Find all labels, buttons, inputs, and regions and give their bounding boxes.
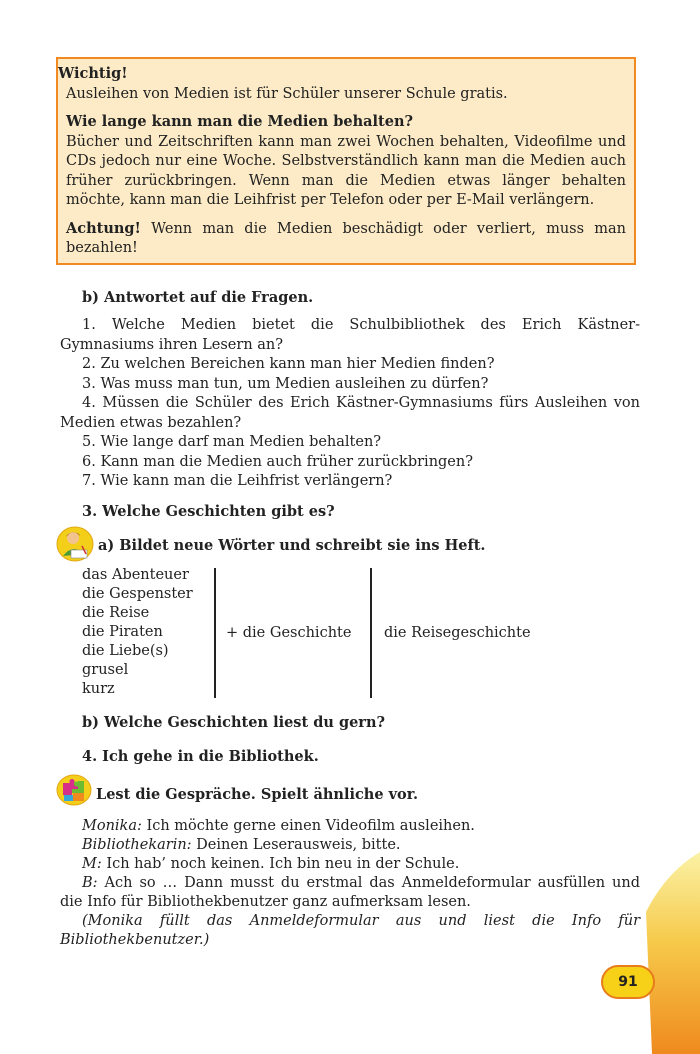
word-item: die Liebe(s) — [82, 643, 169, 659]
word-column — [82, 566, 193, 699]
question-3: 3. Was muss man tun, um Medien ausleihen zu dürfen? — [82, 375, 489, 392]
utterance: Ich hab’ noch keinen. Ich bin neu in der Schule. — [101, 856, 460, 872]
attention-paragraph — [58, 219, 626, 259]
info-box — [56, 57, 636, 265]
question-4: 4. Müssen die Schüler des Erich Kästner-Gymnasiums fürs Ausleihen von Medien etwas bezahlen? — [60, 395, 640, 431]
task-3a — [98, 536, 656, 556]
task-4-instruction: Lest die Gespräche. Spielt ähnliche vor. — [96, 786, 419, 803]
puzzle-icon — [56, 774, 92, 806]
task-4-heading: 4. Ich gehe in die Bibliothek. — [82, 748, 319, 765]
question-2: 2. Zu welchen Bereichen kann man hier Medien finden? — [82, 356, 495, 372]
stage-direction: (Monika füllt das Anmeldeformular aus und liest die Info für Bibliothekbenutzer.) — [60, 913, 640, 948]
word-item: die Reise — [82, 605, 150, 621]
important-label: Wichtig! — [58, 65, 128, 82]
task-4 — [82, 747, 640, 767]
question-text: Bücher und Zeitschriften kann man zwei Wochen behalten, Videofilme und CDs jedoch nur eine Woche. Selbstverständlich kann man die Medien auch früher zurückbringen. Wenn man die Medien etwas länger behalten möchte, kann man die Leihfrist per Telefon oder per E-Mail verlängern. — [66, 133, 626, 208]
dialog-line — [60, 874, 640, 912]
task-3b — [82, 713, 640, 733]
dialog — [60, 817, 640, 950]
dialog-line — [82, 855, 640, 874]
task-3-heading-wrap — [82, 502, 640, 522]
task-3a-heading: a) Bildet neue Wörter und schreibt sie ins Heft. — [98, 537, 486, 554]
question-5: 5. Wie lange darf man Medien behalten? — [82, 434, 382, 450]
word-building-table — [82, 566, 542, 700]
word-item: die Piraten — [82, 624, 163, 640]
speaker: Bibliothekarin: — [82, 837, 192, 853]
attention-text: Wenn man die Medien beschädigt oder verliert, muss man bezahlen! — [66, 220, 626, 256]
side-band — [646, 852, 700, 1054]
task-3-heading: 3. Welche Geschichten gibt es? — [82, 503, 335, 520]
question-list — [60, 316, 640, 492]
task-4-instruction-wrap — [96, 785, 654, 805]
dialog-line — [82, 817, 640, 836]
table-divider — [214, 568, 216, 698]
student-writing-icon — [56, 526, 94, 562]
question-heading: Wie lange kann man die Medien behalten? — [66, 113, 414, 130]
task-3b-heading: b) Welche Geschichten liest du gern? — [82, 714, 385, 731]
word-item: das Abenteuer — [82, 567, 189, 583]
table-divider — [370, 568, 372, 698]
question-7: 7. Wie kann man die Leihfrist verlängern? — [82, 473, 393, 489]
utterance: Ach so … Dann musst du erstmal das Anmeldeformular ausfüllen und die Info für Bibliothekbenutzer ganz aufmerksam lesen. — [60, 875, 640, 910]
page-number: 91 — [601, 965, 655, 999]
speaker: M: — [82, 856, 102, 872]
word-item: die Gespenster — [82, 586, 193, 602]
middle-cell: + die Geschichte — [226, 625, 352, 641]
important-text: Ausleihen von Medien ist für Schüler unserer Schule gratis. — [66, 85, 508, 102]
utterance: Ich möchte gerne einen Videofilm ausleihen. — [141, 818, 475, 834]
question-1: 1. Welche Medien bietet die Schulbibliothek des Erich Kästner-Gymnasiums ihren Lesern an? — [60, 317, 640, 353]
word-item: kurz — [82, 681, 115, 697]
speaker: B: — [82, 875, 98, 891]
speaker: Monika: — [82, 818, 142, 834]
word-item: grusel — [82, 662, 129, 678]
task-2b-heading: b) Antwortet auf die Fragen. — [82, 289, 314, 306]
example-cell: die Reisegeschichte — [384, 625, 531, 641]
question-6: 6. Kann man die Medien auch früher zurückbringen? — [82, 453, 474, 470]
attention-label: Achtung! — [66, 219, 141, 237]
utterance: Deinen Leserausweis, bitte. — [191, 837, 401, 853]
task-2b — [82, 288, 640, 308]
dialog-line — [82, 836, 640, 855]
